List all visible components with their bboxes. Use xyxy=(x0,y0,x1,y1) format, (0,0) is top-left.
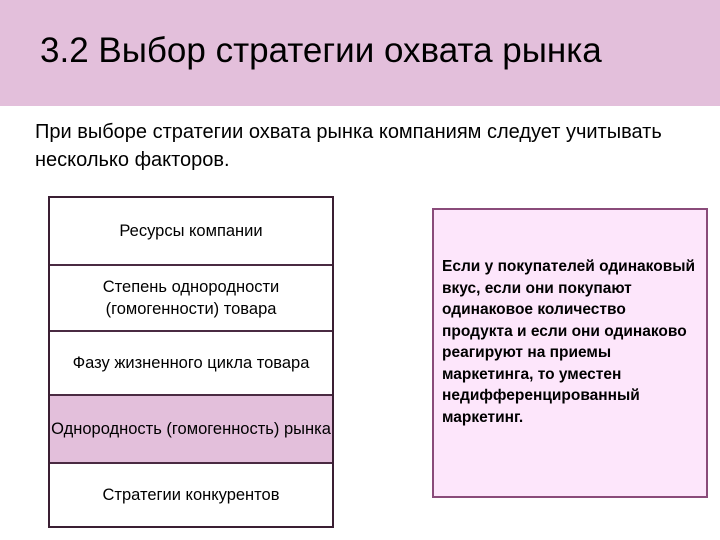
factor-label: Ресурсы компании xyxy=(119,222,263,240)
factor-label: Однородность (гомогенность) рынка xyxy=(51,420,331,438)
slide-title: 3.2 Выбор стратегии охвата рынка xyxy=(40,31,602,70)
factor-row-market-homogeneity xyxy=(50,396,332,464)
factor-label: Степень однородности (гомогенности) товара xyxy=(102,278,280,318)
factor-row-competitors xyxy=(50,464,332,526)
factor-label: Стратегии конкурентов xyxy=(102,486,280,504)
factor-label: Фазу жизненного цикла товара xyxy=(72,354,310,372)
title-bar xyxy=(0,0,720,106)
factor-row-product-homogeneity xyxy=(50,266,332,332)
factors-table xyxy=(48,196,334,528)
note-box: Если у покупателей одинаковый вкус, если они покупают одинаковое количество продукта и если они одинаково реагируют на приемы маркетинга, то уместен недифференцированный маркетинг. xyxy=(432,208,708,498)
factor-row-life-cycle xyxy=(50,332,332,396)
intro-text: При выборе стратегии охвата рынка компаниям следует учитывать несколько факторов. xyxy=(35,121,662,171)
factor-row-resources xyxy=(50,198,332,266)
